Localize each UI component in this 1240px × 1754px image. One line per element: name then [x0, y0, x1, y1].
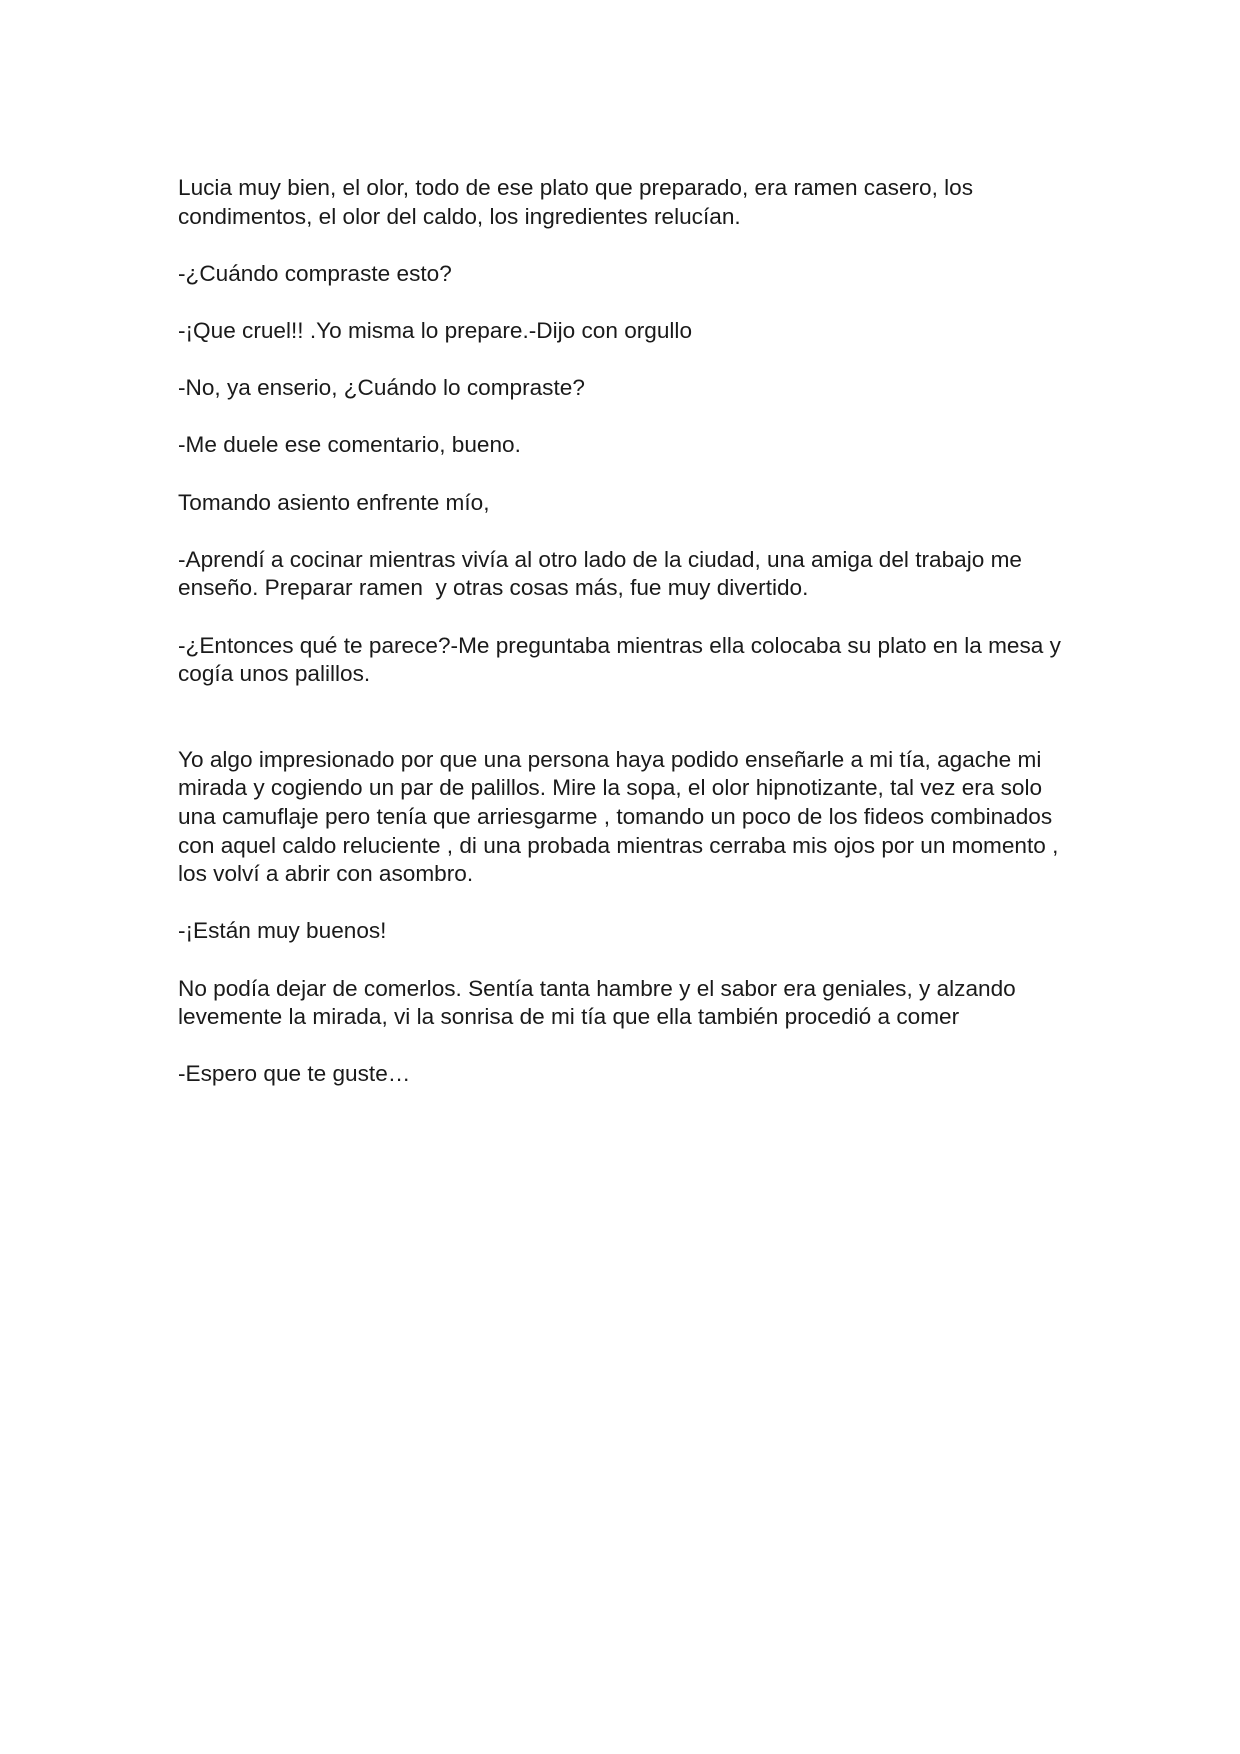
paragraph-5: -Me duele ese comentario, bueno.	[178, 432, 521, 458]
paragraph-11: No podía dejar de comerlos. Sentía tanta hambre y el sabor era geniales, y alzando levemente la mirada, vi la sonrisa de mi tía que ella también procedió a comer	[178, 975, 1023, 1030]
paragraph-10: -¡Están muy buenos!	[178, 918, 387, 944]
paragraph-6: Tomando asiento enfrente mío,	[178, 489, 490, 515]
paragraph-7: -Aprendí a cocinar mientras vivía al otro lado de la ciudad, una amiga del trabajo me enseño. Preparar ramen y otras cosas más, fue muy divertido.	[178, 546, 1029, 601]
paragraph-9: Yo algo impresionado por que una persona haya podido enseñarle a mi tía, agache mi mirada y cogiendo un par de palillos. Mire la sopa, el olor hipnotizante, tal vez era solo una camuflaje pero tenía que arriesgarme , tomando un poco de los fideos combinados con aquel caldo reluciente , di una probada mientras cerraba mis ojos por un momento , los volví a abrir con asombro.	[178, 746, 1065, 887]
paragraph-8: -¿Entonces qué te parece?-Me preguntaba mientras ella colocaba su plato en la mesa y cogía unos palillos.	[178, 632, 1068, 687]
document-body	[178, 174, 1078, 1118]
paragraph-1: Lucia muy bien, el olor, todo de ese plato que preparado, era ramen casero, los condimentos, el olor del caldo, los ingredientes relucían.	[178, 175, 980, 229]
paragraph-2: -¿Cuándo compraste esto?	[178, 260, 452, 286]
paragraph-4: -No, ya enserio, ¿Cuándo lo compraste?	[178, 375, 585, 401]
paragraph-3: -¡Que cruel!! .Yo misma lo prepare.-Dijo con orgullo	[178, 317, 693, 343]
paragraph-12: -Espero que te guste…	[178, 1061, 411, 1087]
